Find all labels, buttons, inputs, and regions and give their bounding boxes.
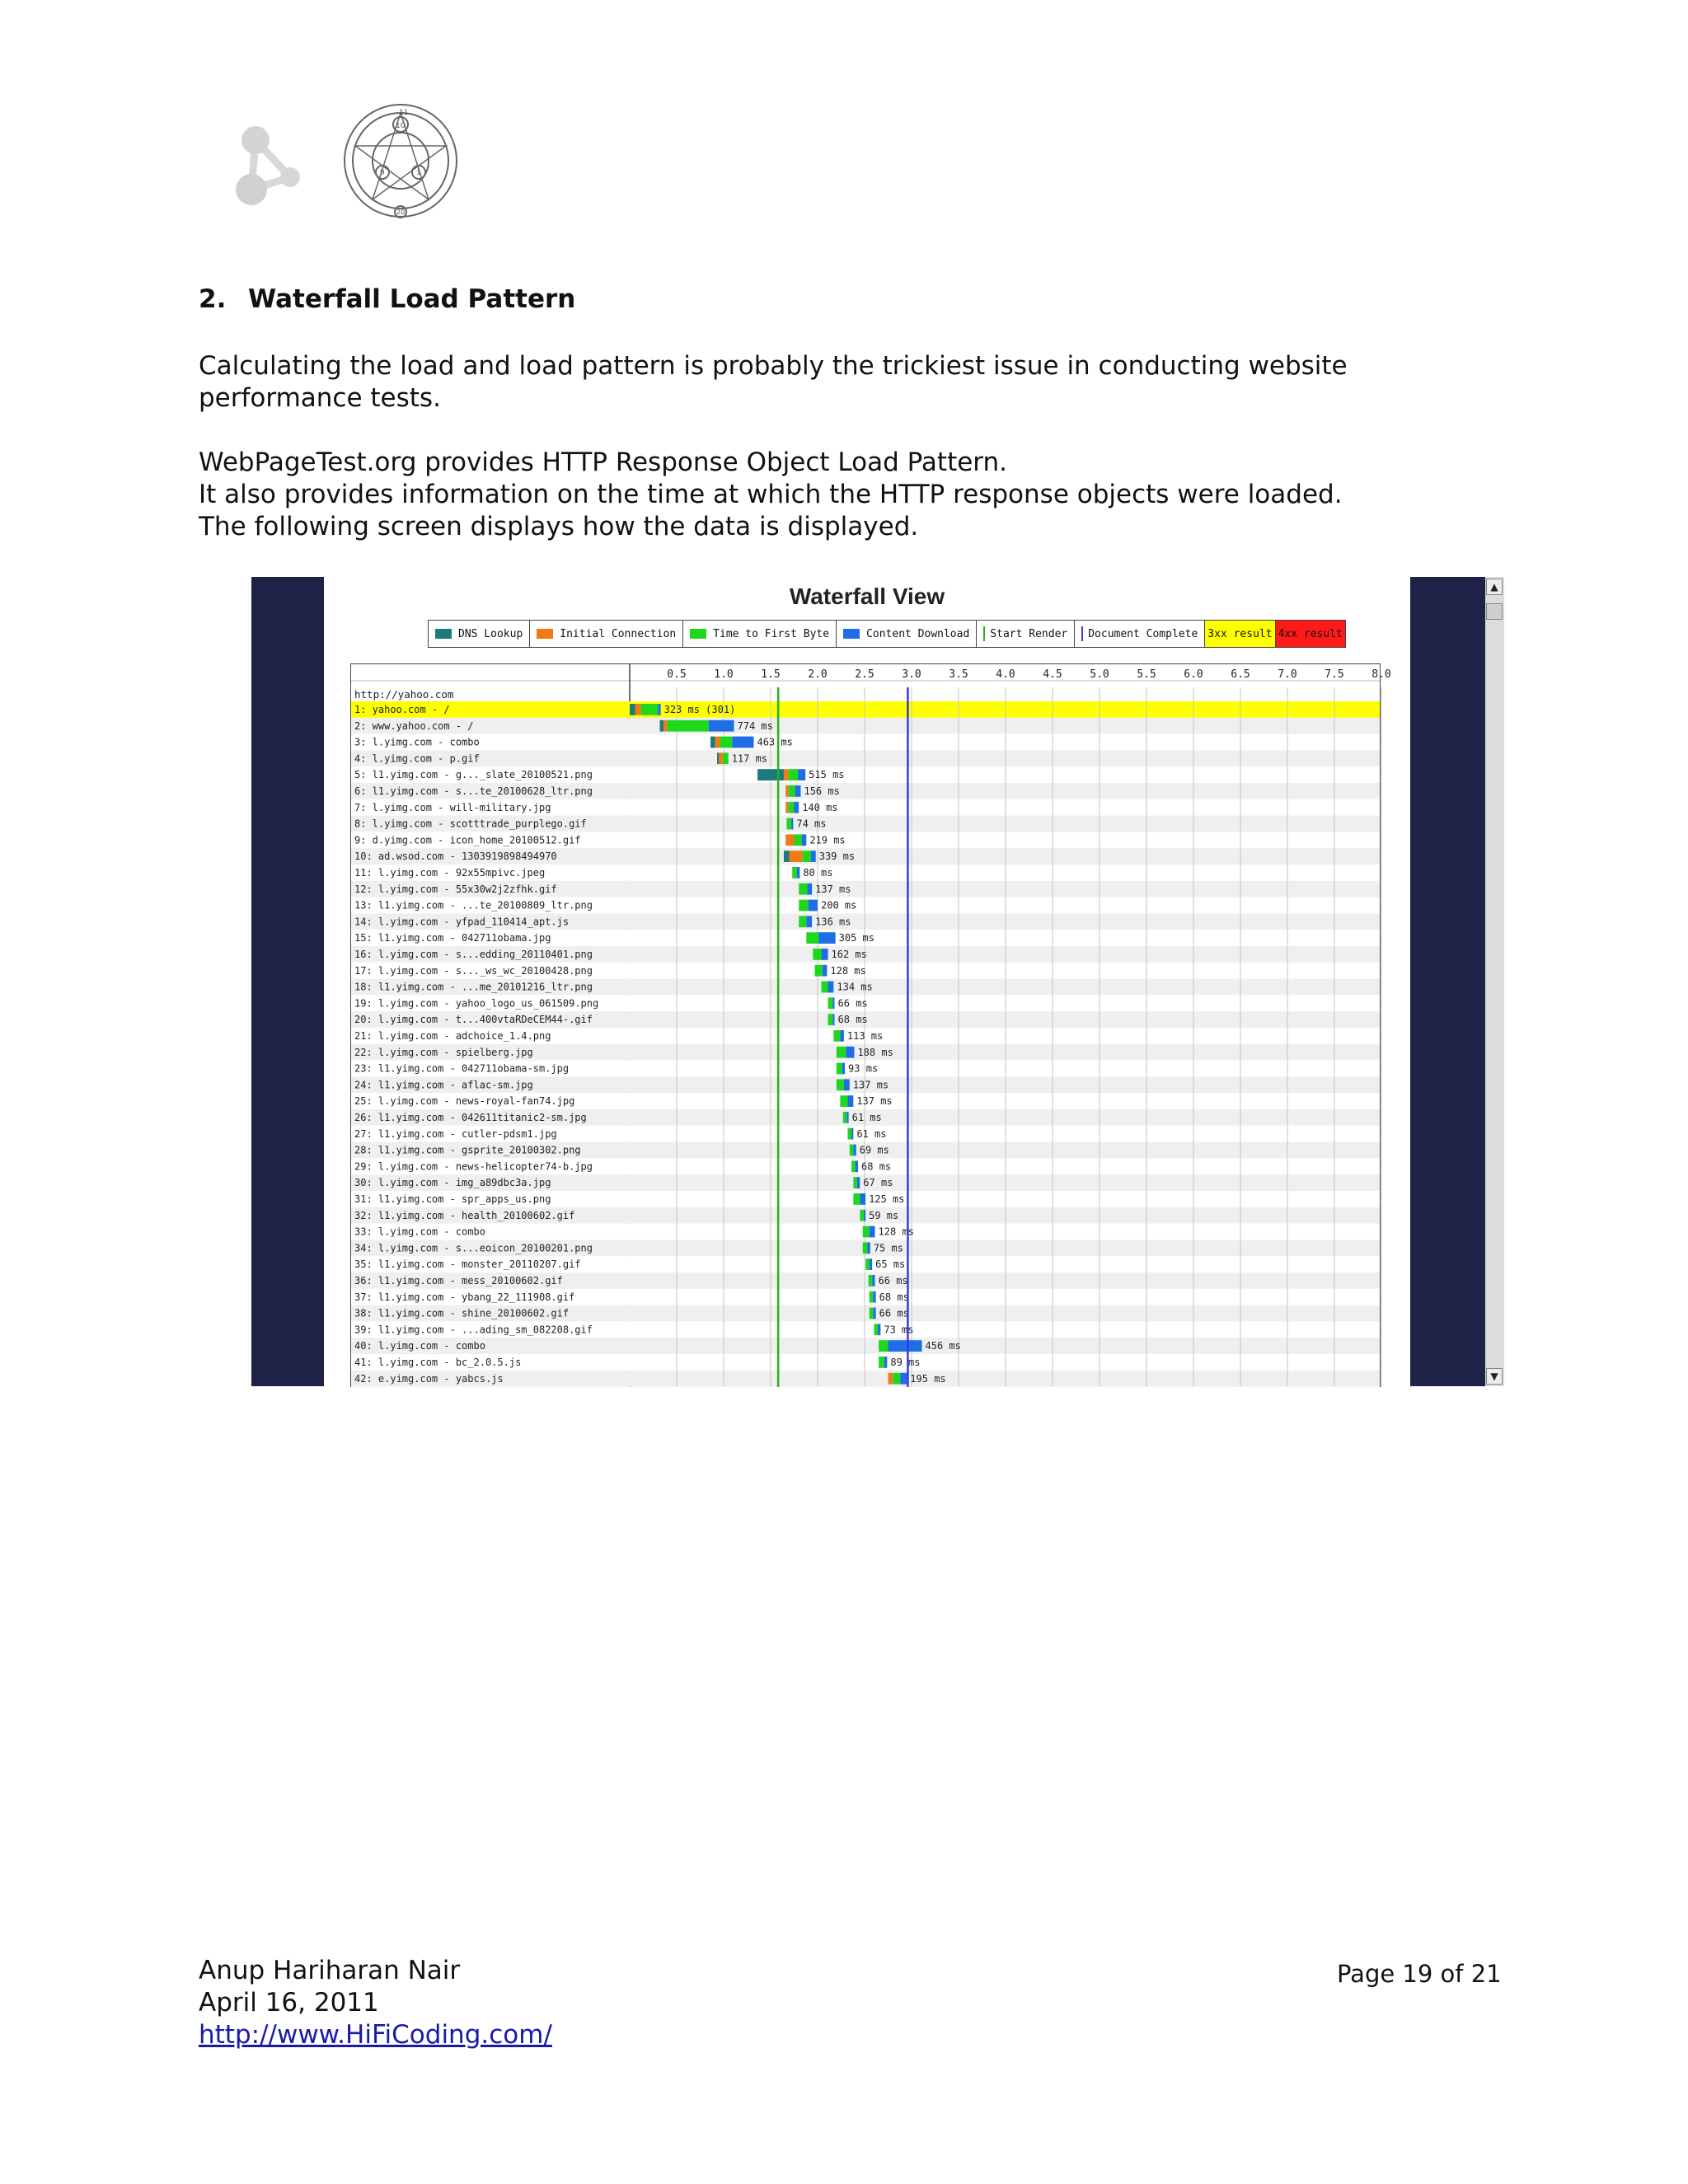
ttfb-segment [870,1291,874,1303]
request-label: 19: l.yimg.com - yahoo_logo_us_061509.png [354,997,599,1010]
logo [223,103,470,227]
request-label: 1: yahoo.com - / [354,704,450,715]
highlighted-row [351,701,1380,718]
vertical-scrollbar[interactable] [1485,577,1504,1386]
request-label: 10: ad.wsod.com - 1303919898494970 [354,851,557,863]
waterfall-title: Waterfall View [789,583,945,609]
seal-label: 10 [396,122,406,130]
seal-icon [345,105,457,218]
ttfb-segment [786,818,791,830]
dns-segment [784,851,790,862]
footer-date: April 16, 2011 [199,1988,379,2018]
request-label: 14: l.yimg.com - yfpad_110414_apt.js [354,916,570,928]
legend-swatch [537,629,553,639]
request-label: 26: l1.yimg.com - 042611titanic2-sm.jpg [354,1112,587,1123]
waterfall-screenshot [251,577,1504,1386]
download-segment [823,965,828,977]
duration-label: 195 ms [910,1372,946,1385]
download-segment [809,900,818,912]
download-segment [732,737,753,748]
connect-segment [785,834,794,846]
download-segment [870,1258,872,1270]
download-segment [844,1079,850,1090]
request-label: 28: l1.yimg.com - gsprite_20100302.png [354,1144,581,1156]
request-label: 4: l.yimg.com - p.gif [354,752,480,765]
request-label: 31: l1.yimg.com - spr_apps_us.png [354,1193,551,1205]
tick-label: 7.5 [1325,668,1344,681]
ttfb-segment [828,997,833,1009]
download-segment [864,1210,865,1221]
tick-label: 1.5 [761,668,781,681]
section-title: Waterfall Load Pattern [248,284,576,314]
duration-label: 188 ms [857,1046,893,1058]
tick-label: 3.0 [902,668,921,681]
request-label: 36: l1.yimg.com - mess_20100602.gif [354,1275,563,1286]
request-label: 20: l.yimg.com - t...400vtaRDeCEM44-.gif [354,1014,593,1026]
request-label: 7: l.yimg.com - will-military.jpg [354,801,551,813]
ttfb-segment [847,1128,851,1140]
request-label: 27: l1.yimg.com - cutler-pdsm1.jpg [354,1127,557,1140]
download-segment [842,1063,845,1075]
waterfall-chart [350,663,1391,1387]
tick-label: 5.5 [1137,668,1156,681]
dns-segment [659,720,663,732]
request-label: 30: l.yimg.com - img_a89dbc3a.jpg [354,1177,551,1189]
download-segment [857,1177,860,1188]
section-heading [199,284,575,314]
seal-label: 9 [380,169,385,177]
ttfb-segment [799,916,806,927]
legend-swatch [435,629,452,639]
duration-label: 125 ms [869,1193,905,1205]
duration-label: 156 ms [804,785,840,797]
duration-label: 137 ms [815,883,851,895]
request-label: 33: l.yimg.com - combo [354,1226,485,1238]
ttfb-segment [840,1095,847,1107]
ttfb-segment [815,965,823,977]
download-segment [847,1095,853,1107]
legend-dns [429,621,530,647]
duration-label: 323 ms (301) [663,704,736,715]
download-segment [807,883,812,895]
ttfb-segment [851,1160,856,1172]
request-label: 32: l1.yimg.com - health_20100602.gif [354,1209,575,1221]
download-segment [832,1014,834,1025]
legend-label: 3xx result [1207,627,1273,640]
duration-label: 200 ms [821,899,857,912]
tick-label: 2.5 [855,668,874,681]
request-label: 8: l.yimg.com - scotttrade_purplego.gif [354,818,587,830]
request-label: 42: e.yimg.com - yabcs.js [354,1372,504,1385]
download-segment [840,1030,844,1042]
seal-label: 1 [416,169,421,177]
duration-label: 774 ms [737,719,773,732]
tick-label: 1.0 [714,668,734,681]
duration-label: 128 ms [878,1226,914,1238]
duration-label: 67 ms [863,1177,893,1189]
duration-label: 73 ms [884,1324,914,1336]
duration-label: 339 ms [818,851,856,863]
download-segment [900,1373,907,1385]
footer-author: Anup Hariharan Nair [199,1956,461,1985]
connect-segment [719,752,723,764]
page-number: Page 19 of 21 [1337,1960,1502,1988]
legend-download [837,621,977,647]
legend [428,620,1346,648]
waterfall-panel [324,577,1410,1386]
ttfb-segment [789,785,795,797]
download-segment [795,785,801,797]
download-segment [867,1242,870,1254]
ttfb-segment [850,1145,854,1156]
request-label: 11: l.yimg.com - 92x55mpivc.jpeg [354,867,546,879]
request-label: 9: d.yimg.com - icon_home_20100512.gif [354,834,581,846]
ttfb-segment [641,704,659,715]
request-label: 35: l1.yimg.com - monster_20110207.gif [354,1258,581,1271]
ttfb-segment [799,900,808,912]
duration-label: 61 ms [856,1127,887,1140]
ttfb-segment [863,1242,868,1254]
request-label: 16: l.yimg.com - s...edding_20110401.png [354,949,593,960]
request-label: 22: l.yimg.com - spielberg.jpg [354,1046,533,1058]
ttfb-segment [833,1030,840,1042]
seal-label: 11 [399,109,409,117]
legend-swatch [843,629,860,639]
connect-segment [790,851,803,862]
duration-label: 59 ms [869,1209,899,1221]
duration-label: 66 ms [879,1307,909,1319]
download-segment [884,1357,887,1368]
tick-label: 4.0 [996,668,1015,681]
scroll-up-button[interactable]: ▲ [1486,579,1503,595]
request-label: 6: l1.yimg.com - s...te_20100628_ltr.png [354,785,593,797]
tick-label: 6.0 [1184,668,1203,681]
dns-segment [630,704,635,715]
download-segment [798,769,805,780]
footer [199,1955,552,2051]
download-segment [872,1275,874,1286]
ttfb-segment [843,1112,847,1123]
ttfb-segment [863,1226,870,1238]
legend-label: DNS Lookup [458,627,523,640]
row-stripe [351,734,1380,751]
ttfb-segment [879,1340,888,1352]
connect-segment [715,737,720,748]
row-stripe [351,718,1380,734]
ttfb-segment [869,1275,873,1286]
duration-label: 61 ms [851,1112,882,1123]
duration-label: 66 ms [837,997,868,1010]
legend-ttfb [683,621,837,647]
duration-label: 162 ms [831,949,867,960]
ttfb-segment [668,720,709,732]
ttfb-segment [865,1258,870,1270]
row-stripe [351,1371,1380,1387]
duration-label: 74 ms [796,818,827,830]
duration-label: 68 ms [879,1291,909,1303]
request-label: 40: l.yimg.com - combo [354,1340,485,1352]
download-segment [818,932,836,944]
download-segment [806,916,812,927]
download-segment [851,1128,853,1140]
duration-label: 128 ms [830,964,866,977]
scroll-down-button[interactable]: ▼ [1486,1368,1503,1385]
download-segment [873,1291,875,1303]
paragraph-intro: Calculating the load and load pattern is probably the trickiest issue in conducting website performance tests. [199,351,1348,413]
legend-4xx [1276,621,1345,647]
request-label: 34: l.yimg.com - s...eoicon_20100201.png [354,1242,593,1254]
paragraph-line: The following screen displays how the data is displayed. [199,512,919,541]
dns-segment [757,769,784,780]
download-segment [856,1160,858,1172]
dns-segment [717,752,719,764]
legend-swatch [1081,626,1083,641]
duration-label: 93 ms [848,1062,879,1075]
footer-link[interactable]: http://www.HiFiCoding.com/ [199,2020,552,2050]
legend-label: Initial Connection [560,627,677,640]
download-segment [870,1226,875,1238]
ttfb-segment [792,867,797,879]
ttfb-segment [795,834,802,846]
legend-label: Start Render [990,627,1068,640]
duration-label: 68 ms [837,1014,868,1026]
download-segment [802,834,807,846]
download-segment [791,818,793,830]
tick-label: 5.0 [1090,668,1109,681]
tick-label: 0.5 [667,668,687,681]
request-label: 12: l.yimg.com - 55x30w2j2zfhk.gif [354,883,557,895]
download-segment [873,1308,875,1319]
tick-label: 8.0 [1372,668,1391,681]
download-segment [709,720,734,732]
download-segment [889,1340,922,1352]
request-label: 23: l1.yimg.com - 042711obama-sm.jpg [354,1062,570,1075]
request-label: 13: l1.yimg.com - ...te_20100809_ltr.png [354,899,593,912]
duration-label: 65 ms [875,1258,906,1271]
paragraph-line: It also provides information on the time at which the HTTP response objects were loaded. [199,480,1343,509]
duration-label: 140 ms [802,801,838,813]
duration-label: 66 ms [878,1275,908,1286]
request-label: 24: l1.yimg.com - aflac-sm.jpg [354,1079,533,1091]
legend-connect [530,621,683,647]
duration-label: 515 ms [809,769,845,781]
download-segment [878,1324,880,1335]
tick-label: 7.0 [1278,668,1297,681]
legend-swatch [983,626,985,641]
download-segment [846,1112,848,1123]
download-segment [811,851,816,862]
paragraph-line: WebPageTest.org provides HTTP Response Object Load Pattern. [199,448,1007,477]
ttfb-segment [837,1079,844,1090]
duration-label: 305 ms [838,932,875,944]
connect-segment [889,1373,893,1385]
row-stripe [351,750,1380,766]
page-url: http://yahoo.com [354,688,454,701]
duration-label: 113 ms [846,1030,884,1042]
duration-label: 68 ms [861,1160,892,1173]
connect-segment [785,785,788,797]
duration-label: 463 ms [757,736,793,748]
duration-label: 117 ms [731,752,768,765]
ttfb-segment [870,1308,874,1319]
legend-label: Time to First Byte [713,627,830,640]
duration-label: 75 ms [873,1242,903,1254]
ttfb-segment [893,1373,900,1385]
ttfb-segment [723,752,729,764]
duration-label: 137 ms [856,1095,893,1108]
duration-label: 89 ms [890,1357,921,1368]
connect-segment [784,769,789,780]
request-label: 3: l.yimg.com - combo [354,736,480,748]
tick-label: 4.5 [1043,668,1062,681]
ttfb-segment [720,737,732,748]
legend-label: 4xx result [1278,627,1343,640]
request-label: 37: l1.yimg.com - ybang_22_111908.gif [354,1291,575,1303]
request-label: 21: l.yimg.com - adchoice_1.4.png [354,1030,551,1042]
tick-label: 2.0 [808,668,828,681]
legend-3xx [1205,621,1275,647]
ttfb-segment [874,1324,878,1335]
download-segment [822,949,828,960]
ttfb-segment [789,769,798,780]
download-segment [860,1193,865,1205]
request-label: 17: l.yimg.com - s..._ws_wc_20100428.png [354,964,593,977]
download-segment [795,802,799,813]
request-label: 41: l.yimg.com - bc_2.0.5.js [354,1357,522,1368]
ttfb-segment [813,949,821,960]
ttfb-segment [799,883,807,895]
legend-render [977,621,1075,647]
duration-label: 69 ms [859,1144,889,1156]
ttfb-segment [853,1193,860,1205]
duration-label: 134 ms [837,981,873,993]
seal-label: 20 [396,209,406,216]
download-segment [658,704,660,715]
duration-label: 136 ms [815,916,851,928]
legend-swatch [690,629,706,639]
ttfb-segment [822,982,828,993]
ttfb-segment [803,851,811,862]
request-label: 29: l.yimg.com - news-helicopter74-b.jpg [354,1160,593,1173]
row-stripe [351,1338,1380,1354]
duration-label: 137 ms [852,1079,889,1091]
legend-label: Document Complete [1088,627,1198,640]
ttfb-segment [837,1063,842,1075]
section-number: 2. [199,284,227,314]
ttfb-segment [853,1177,857,1188]
request-label: 25: l.yimg.com - news-royal-fan74.jpg [354,1095,575,1108]
legend-complete [1075,621,1205,647]
request-label: 2: www.yahoo.com - / [354,719,474,732]
request-label: 5: l1.yimg.com - g..._slate_20100521.png [354,769,593,781]
download-segment [853,1145,856,1156]
connect-segment [663,720,668,732]
request-label: 39: l1.yimg.com - ...ading_sm_082208.gif [354,1324,593,1336]
download-segment [828,982,834,993]
ttfb-segment [828,1014,833,1025]
duration-label: 219 ms [809,834,846,846]
ttfb-segment [879,1357,884,1368]
duration-label: 456 ms [925,1340,961,1352]
ttfb-segment [837,1047,846,1058]
dns-segment [710,737,715,748]
molecule-icon [236,126,300,205]
tick-label: 6.5 [1231,668,1250,681]
tick-label: 3.5 [949,668,968,681]
download-segment [832,997,834,1009]
scroll-thumb[interactable] [1486,603,1503,620]
request-label: 18: l1.yimg.com - ...me_20101216_ltr.png [354,981,593,993]
download-segment [846,1047,854,1058]
download-segment [797,867,799,879]
request-label: 15: l1.yimg.com - 042711obama.jpg [354,932,551,944]
ttfb-segment [860,1210,864,1221]
ttfb-segment [806,932,818,944]
ttfb-segment [789,802,795,813]
connect-segment [785,802,788,813]
legend-label: Content Download [866,627,970,640]
request-label: 38: l1.yimg.com - shine_20100602.gif [354,1307,570,1319]
duration-label: 80 ms [803,867,833,879]
connect-segment [635,704,641,715]
